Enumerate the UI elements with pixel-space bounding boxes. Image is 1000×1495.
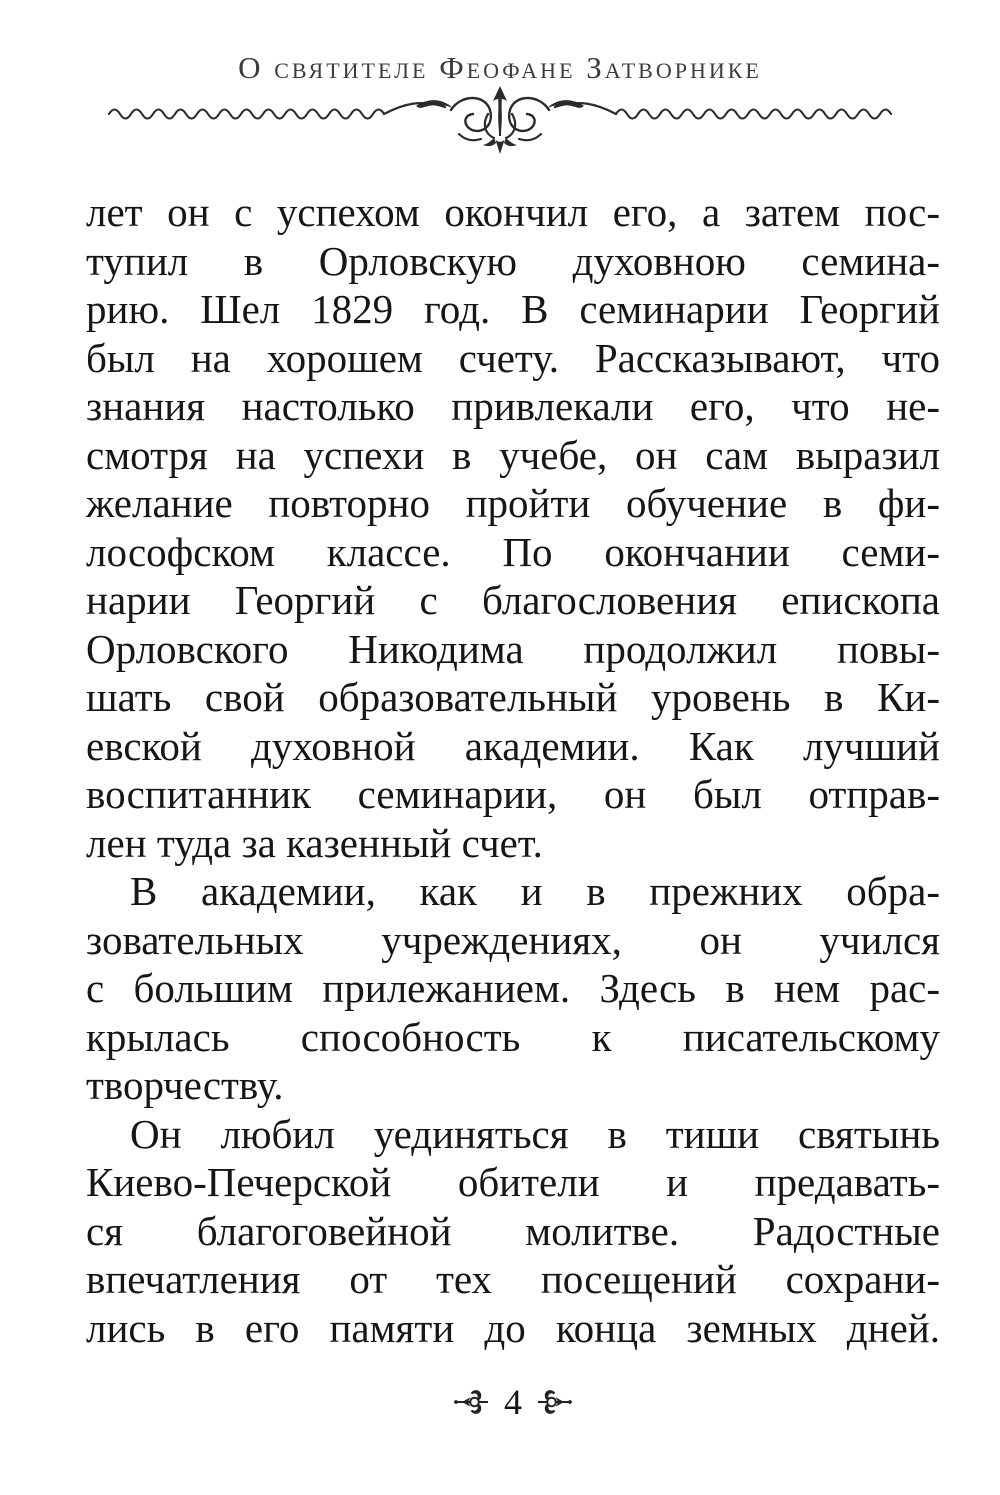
- text-line: воспитанник семинарии, он был отправ-: [86, 771, 940, 817]
- text-line: желание повторно пройти обучение в фи-: [86, 480, 940, 526]
- text-line: впечатления от тех посещений сохрани-: [86, 1256, 940, 1302]
- text-line: лософском классе. По окончании семи-: [86, 528, 940, 575]
- footer-flourish-right-icon: [533, 1387, 573, 1417]
- text-line: Орловского Никодима продолжил повы-: [86, 625, 940, 672]
- wavy-divider-ornament-icon: [95, 84, 905, 162]
- body-text: [86, 188, 940, 1352]
- text-line: был на хорошем счету. Рассказывают, что: [86, 334, 940, 381]
- text-line: евской духовной академии. Как лучший: [86, 722, 940, 769]
- page-footer: [13, 1384, 1000, 1420]
- text-line: крылась способность к писательскому: [86, 1013, 940, 1060]
- text-line: шать свой образовательный уровень в Ки-: [86, 674, 940, 720]
- text-line: Киево-Печерской обители и предавать-: [86, 1159, 940, 1205]
- text-line: лет он с успехом окончил его, а затем пос-: [86, 189, 940, 235]
- text-line: смотря на успехи в учебе, он сам выразил: [86, 431, 940, 478]
- text-line: знания настолько привлекали его, что не-: [86, 383, 940, 429]
- text-line: рию. Шел 1829 год. В семинарии Георгий: [86, 286, 940, 332]
- text-line: ся благоговейной молитве. Радостные: [86, 1207, 940, 1254]
- text-line: Он любил уединяться в тиши святынь: [130, 1110, 940, 1157]
- text-line: лен туда за казенный счет.: [86, 819, 543, 866]
- running-header-title: О святителе Феофане Затворнике: [238, 50, 762, 85]
- text-line: нарии Георгий с благословения епископа: [86, 577, 940, 623]
- text-line: лись в его памяти до конца земных дней.: [86, 1304, 940, 1351]
- text-line: зовательных учреждениях, он учился: [86, 916, 940, 963]
- text-line: творчеству.: [86, 1062, 284, 1108]
- page-number: 4: [504, 1382, 522, 1422]
- footer-flourish-left-icon: [453, 1387, 493, 1417]
- text-line: В академии, как и в прежних обра-: [130, 868, 940, 914]
- text-line: с большим прилежанием. Здесь в нем рас-: [86, 965, 940, 1011]
- text-line: тупил в Орловскую духовною семина-: [86, 237, 940, 284]
